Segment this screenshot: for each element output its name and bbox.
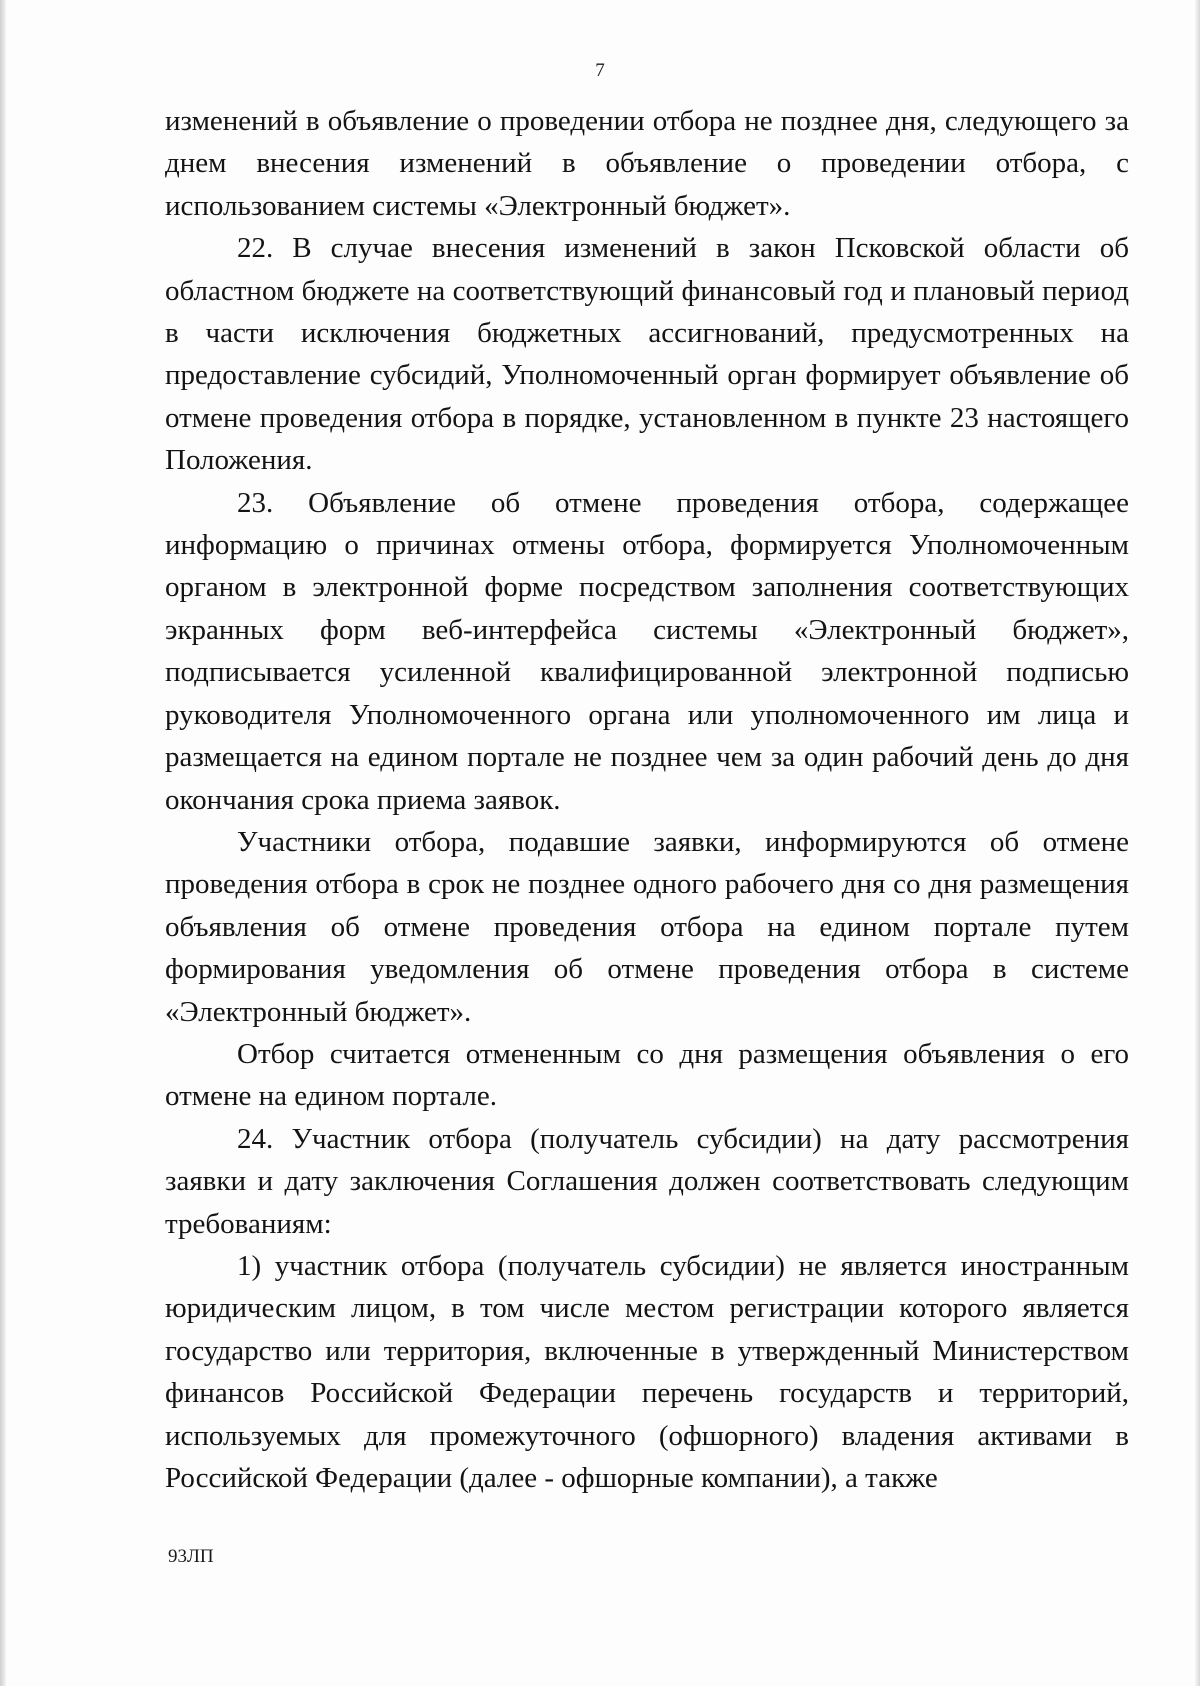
paragraph-item-22: 22. В случае внесения изменений в закон Псковской области об областном бюджете на соответствующий финансовый год и плановый период в части исключения бюджетных ассигнований, предусмотренных на предоставление субсидий, Уполномоченный орган формирует объявление об отмене проведения отбора в порядке, установленном в пункте 23 настоящего Положения. xyxy=(165,232,1129,477)
paragraph-participants-notice: Участники отбора, подавшие заявки, информируются об отмене проведения отбора в срок не позднее одного рабочего дня со дня размещения объявления об отмене проведения отбора на едином портале путем формирования уведомления об отмене проведения отбора в системе «Электронный бюджет». xyxy=(165,825,1129,1028)
scan-edge-left xyxy=(0,0,6,1686)
footer-document-code: 93ЛП xyxy=(168,1546,214,1567)
paragraph-selection-cancelled: Отбор считается отмененным со дня размещения объявления о его отмене на едином портале. xyxy=(165,1037,1129,1113)
paragraph-item-23: 23. Объявление об отмене проведения отбора, содержащее информацию о причинах отмены отбора, формируется Уполномоченным органом в электронной форме посредством заполнения соответствующих экранных форм веб-интерфейса системы «Электронный бюджет», подписывается усиленной квалифицированной электронной подписью руководителя Уполномоченного органа или уполномоченного им лица и размещается на едином портале не позднее чем за один рабочий день до дня окончания срока приема заявок. xyxy=(165,486,1129,816)
paragraph-requirement-1: 1) участник отбора (получатель субсидии) не является иностранным юридическим лицом, в том числе местом регистрации которого является государство или территория, включенные в утвержденный Министерством финансов Российской Федерации перечень государств и территорий, используемых для промежуточного (офшорного) владения активами в Российской Федерации (далее - офшорные компании), а также xyxy=(165,1249,1129,1494)
page-number: 7 xyxy=(595,60,605,81)
document-body xyxy=(165,100,1129,1499)
paragraph-item-24: 24. Участник отбора (получатель субсидии) на дату рассмотрения заявки и дату заключения Соглашения должен соответствовать следующим требованиям: xyxy=(165,1122,1129,1240)
scan-edge-right xyxy=(1195,0,1200,1686)
paragraph-continuation: изменений в объявление о проведении отбора не позднее дня, следующего за днем внесения изменений в объявление о проведении отбора, с использованием системы «Электронный бюджет». xyxy=(165,105,1129,222)
